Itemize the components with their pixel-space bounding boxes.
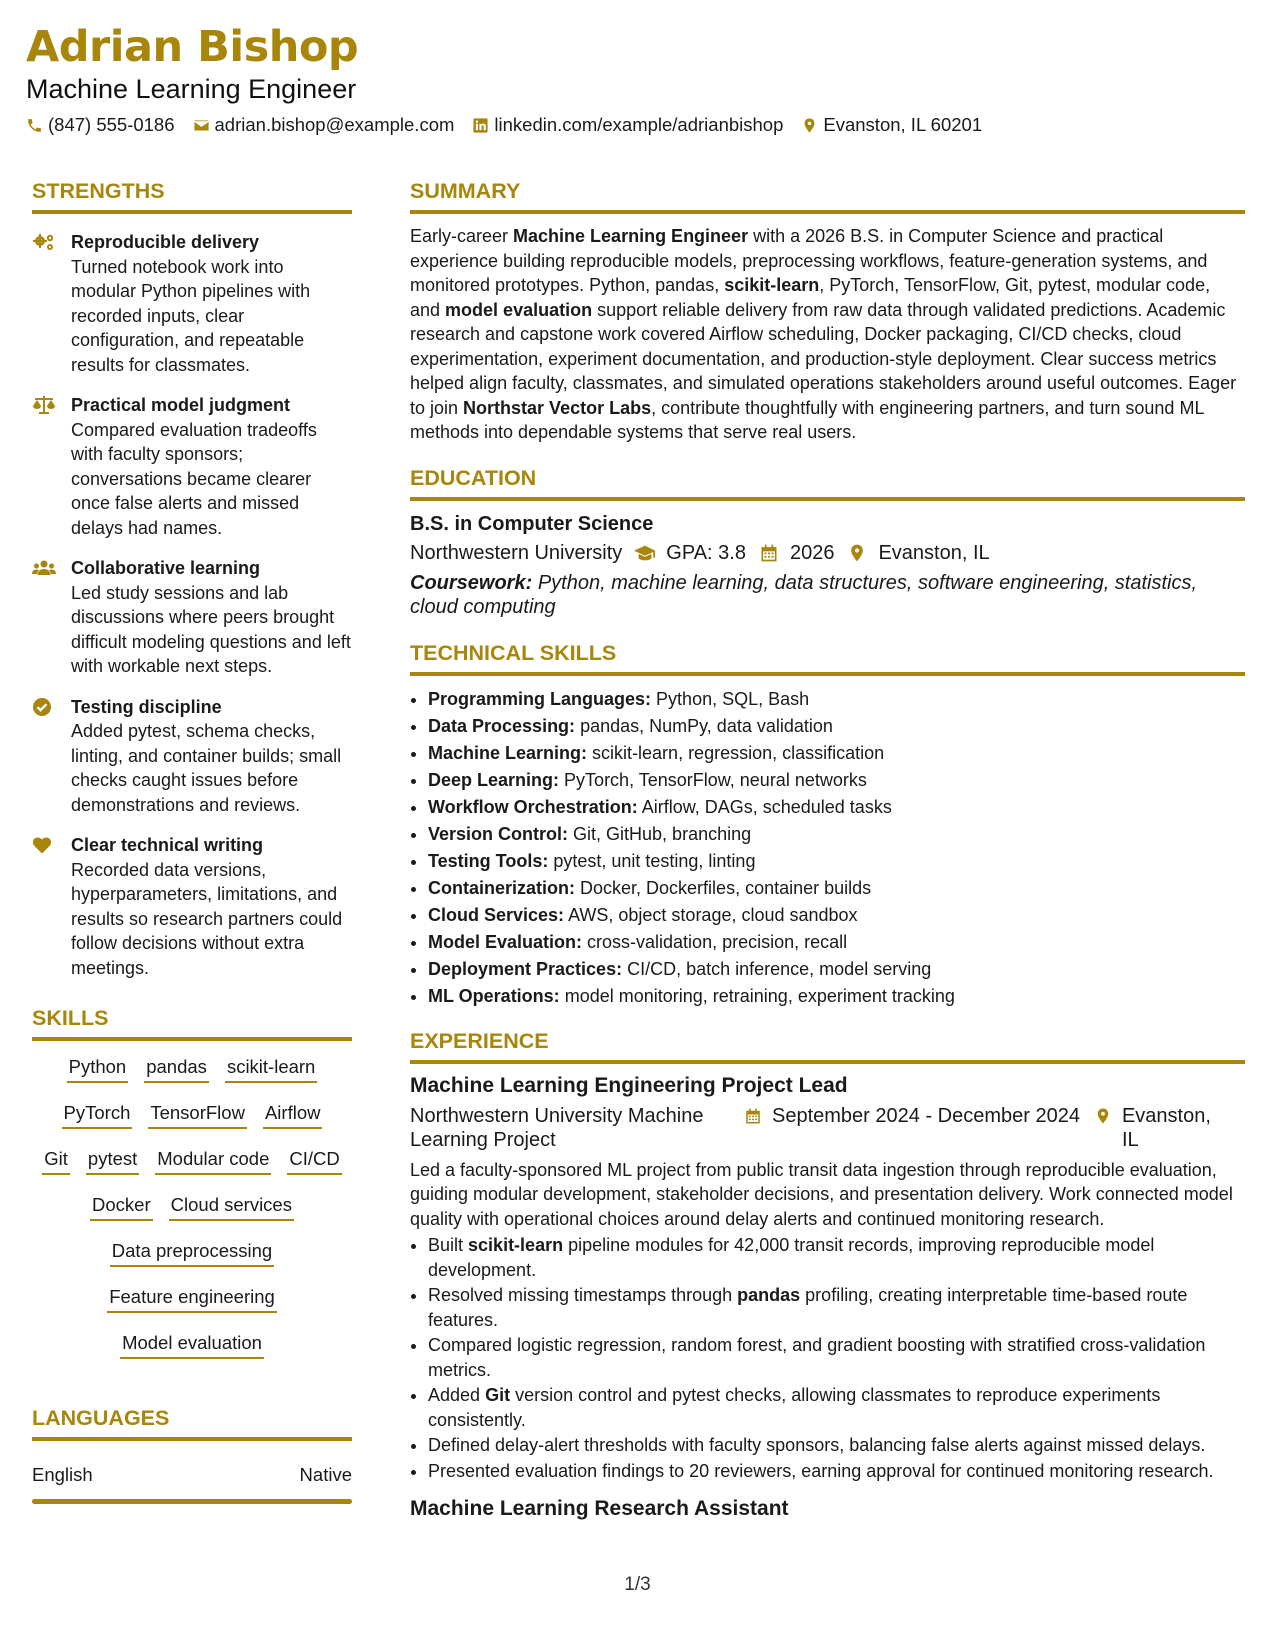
list-item — [428, 1433, 1245, 1458]
skill-values: Python, SQL, Bash — [656, 688, 810, 709]
section-divider — [32, 1437, 352, 1441]
list-item — [428, 686, 1245, 713]
envelope-icon — [193, 117, 210, 134]
education-heading: EDUCATION — [410, 465, 537, 490]
job-organization: Northwestern University Machine Learning Project — [410, 1104, 704, 1151]
skill-chip: Git — [42, 1149, 70, 1175]
left-column — [32, 176, 352, 1504]
education-section — [410, 463, 1245, 620]
skill-category: Programming Languages: — [428, 688, 652, 709]
experience-heading: EXPERIENCE — [410, 1028, 549, 1053]
section-divider — [410, 497, 1245, 501]
job-dates — [744, 1104, 1080, 1152]
list-item — [428, 794, 1245, 821]
coursework — [410, 571, 1245, 620]
list-item — [428, 875, 1245, 902]
skill-values: pandas, NumPy, data validation — [580, 715, 833, 736]
strength-text: Recorded data versions, hyperparameters, limitations, and results so research partners could follow decisions without extra meetings. — [71, 859, 343, 978]
school-name: Northwestern University — [410, 541, 623, 564]
text-run: , contribute thoughtfully with engineering partners, and turn sound ML methods into dependable systems that serve real users. — [410, 397, 1204, 442]
skill-category: Model Evaluation: — [428, 931, 583, 952]
list-item — [428, 1459, 1245, 1484]
strength-text: Added pytest, schema checks, linting, and container builds; small checks caught issues before demonstrations and reviews. — [71, 721, 342, 815]
emphasis-text: scikit-learn — [468, 1235, 564, 1255]
skill-values: CI/CD, batch inference, model serving — [627, 958, 932, 979]
strength-title: Testing discipline — [71, 696, 222, 717]
summary-text — [410, 224, 1245, 445]
skill-values: Airflow, DAGs, scheduled tasks — [641, 796, 892, 817]
strength-item — [32, 230, 352, 377]
contact-phone[interactable] — [26, 114, 175, 136]
contact-bar — [26, 114, 1000, 136]
text-run: Presented evaluation findings to 20 reviewers, earning approval for continued monitoring research. — [428, 1460, 1214, 1481]
skill-chip: pandas — [144, 1057, 209, 1083]
list-item — [428, 740, 1245, 767]
graduation-cap-icon — [634, 543, 656, 563]
job-bullet-list — [410, 1233, 1245, 1483]
skill-category: Containerization: — [428, 877, 575, 898]
list-item — [428, 848, 1245, 875]
section-divider — [410, 210, 1245, 214]
list-item — [428, 713, 1245, 740]
section-divider — [32, 210, 352, 214]
skill-chip: pytest — [86, 1149, 139, 1175]
skill-values: model monitoring, retraining, experiment tracking — [564, 985, 955, 1006]
map-pin-icon — [846, 543, 868, 563]
coursework-list: Python, machine learning, data structures, software engineering, statistics, cloud computing — [410, 571, 1198, 618]
text-run: Built — [428, 1235, 469, 1255]
skill-category: Cloud Services: — [428, 904, 565, 925]
strength-text: Compared evaluation tradeoffs with faculty sponsors; conversations became clearer once false alerts and missed delays had names. — [71, 419, 317, 538]
text-run: pipeline modules for 42,000 transit records, improving reproducible model development. — [428, 1235, 1155, 1280]
languages-heading: LANGUAGES — [32, 1406, 170, 1430]
location-text: Evanston, IL 60201 — [823, 114, 983, 135]
text-run: with a 2026 B.S. in Computer Science and practical experience building reproducible models, preprocessing workflows, feature-generation systems, and monitored prototypes. Python, pandas, — [410, 226, 1208, 295]
emphasis-text: pandas — [737, 1285, 801, 1305]
skills-section — [32, 1003, 352, 1379]
scale-icon — [32, 395, 56, 415]
candidate-name: Adrian Bishop — [26, 22, 359, 72]
degree-title: B.S. in Computer Science — [410, 512, 654, 535]
gpa-group — [634, 542, 746, 565]
education-location: Evanston, IL — [878, 541, 990, 564]
skill-chip: Model evaluation — [120, 1333, 264, 1359]
job-title: Machine Learning Engineering Project Lead — [410, 1073, 848, 1097]
strength-title: Practical model judgment — [71, 395, 291, 415]
job-date-range: September 2024 - December 2024 — [772, 1104, 1080, 1127]
language-name: English — [32, 1464, 93, 1485]
skill-chip: Python — [67, 1057, 129, 1083]
edu-location-group — [846, 542, 989, 565]
experience-section — [410, 1026, 1245, 1522]
skill-category: Version Control: — [428, 823, 569, 844]
section-divider — [410, 672, 1245, 676]
skill-values: scikit-learn, regression, classification — [592, 742, 885, 763]
skill-category: Testing Tools: — [428, 850, 549, 871]
text-run: Resolved missing timestamps through — [428, 1285, 738, 1305]
job-title: Machine Learning Research Assistant — [410, 1497, 789, 1520]
list-item — [428, 1333, 1245, 1382]
coursework-label: Coursework: — [410, 571, 533, 594]
skill-values: PyTorch, TensorFlow, neural networks — [564, 769, 867, 790]
map-pin-icon — [1094, 1106, 1112, 1126]
skill-chip: Modular code — [155, 1149, 271, 1175]
phone-icon — [26, 117, 43, 134]
skill-chip: Feature engineering — [107, 1287, 277, 1313]
emphasis-text: Machine Learning Engineer — [513, 226, 749, 246]
skill-values: Git, GitHub, branching — [573, 823, 752, 844]
languages-section — [32, 1403, 352, 1504]
strength-text: Led study sessions and lab discussions where peers brought difficult modeling questions and left with workable next steps. — [71, 582, 351, 676]
phone-text: (847) 555-0186 — [48, 114, 175, 135]
map-pin-icon — [801, 117, 818, 134]
job-location-text: Evanston, IL — [1121, 1104, 1211, 1151]
contact-location — [801, 114, 982, 136]
skill-category: Data Processing: — [428, 715, 576, 736]
text-run: , PyTorch, TensorFlow, Git, pytest, modular code, and — [410, 275, 1211, 320]
gears-icon — [32, 232, 56, 252]
language-level: Native — [299, 1464, 352, 1485]
skill-category: Workflow Orchestration: — [428, 796, 638, 817]
skill-chip: PyTorch — [62, 1103, 133, 1129]
skill-category: Deep Learning: — [428, 769, 560, 790]
skill-chip: CI/CD — [287, 1149, 341, 1175]
heart-icon — [32, 835, 56, 855]
text-run: support reliable delivery from raw data through validated predictions. Academic research and capstone work covered Airflow scheduling, Docker packaging, CI/CD checks, cloud experimentation, experiment documentation, and production-style deployment. Clear success metrics helped align faculty, classmates, and simulated operations stakeholders around useful outcomes. Eager to join — [410, 299, 1237, 418]
technical-skills-section — [410, 638, 1245, 1010]
list-item — [428, 821, 1245, 848]
list-item — [428, 929, 1245, 956]
skill-values: cross-validation, precision, recall — [587, 931, 848, 952]
skill-category: Machine Learning: — [428, 742, 588, 763]
skill-chip: scikit-learn — [225, 1057, 317, 1083]
skill-chip: TensorFlow — [148, 1103, 247, 1129]
check-circle-icon — [32, 697, 56, 717]
text-run: version control and pytest checks, allowing classmates to reproduce experiments consistently. — [428, 1385, 1161, 1430]
job-description: Led a faculty-sponsored ML project from public transit data ingestion through reproducible evaluation, guiding modular development, stakeholder decisions, and presentation delivery. Work connected model quality with operational choices around delay alerts and continued monitoring research. — [410, 1159, 1233, 1229]
strength-item — [32, 393, 352, 540]
strength-text: Turned notebook work into modular Python pipelines with recorded inputs, clear configuration, and repeatable results for classmates. — [71, 256, 311, 375]
emphasis-text: Northstar Vector Labs — [463, 397, 652, 418]
emphasis-text: Git — [485, 1385, 511, 1405]
list-item — [428, 1283, 1245, 1332]
text-run: Defined delay-alert thresholds with faculty sponsors, balancing false alerts against missed delays. — [428, 1435, 1206, 1455]
summary-heading: SUMMARY — [410, 179, 521, 203]
job-location — [1094, 1104, 1214, 1152]
skill-chip-list — [32, 1057, 352, 1379]
language-proficiency-bar — [32, 1499, 352, 1504]
text-run: Added — [428, 1385, 486, 1405]
skill-values: Docker, Dockerfiles, container builds — [580, 877, 872, 898]
list-item — [428, 1383, 1245, 1432]
skill-chip: Data preprocessing — [110, 1241, 274, 1267]
list-item — [428, 902, 1245, 929]
skill-values: AWS, object storage, cloud sandbox — [568, 904, 858, 925]
strength-item — [32, 833, 352, 980]
language-row — [32, 1464, 352, 1486]
skill-chip: Docker — [90, 1195, 153, 1221]
strength-item — [32, 556, 352, 679]
right-column — [410, 176, 1245, 1521]
list-item — [428, 983, 1245, 1010]
skill-values: pytest, unit testing, linting — [553, 850, 756, 871]
calendar-icon — [744, 1107, 762, 1125]
text-run: profiling, creating interpretable time-based route features. — [428, 1285, 1188, 1330]
section-divider — [32, 1037, 352, 1041]
list-item — [428, 1233, 1245, 1282]
strength-item — [32, 695, 352, 818]
skills-heading: SKILLS — [32, 1006, 109, 1030]
strength-title: Clear technical writing — [71, 835, 264, 855]
linkedin-icon — [472, 117, 489, 134]
list-item — [428, 767, 1245, 794]
graduation-year: 2026 — [789, 541, 835, 564]
candidate-role: Machine Learning Engineer — [26, 74, 357, 104]
strengths-section — [32, 176, 352, 980]
strength-title: Reproducible delivery — [71, 232, 260, 252]
education-meta — [410, 542, 1245, 565]
gpa-text: GPA: 3.8 — [666, 541, 746, 564]
summary-section — [410, 176, 1245, 445]
technical-skills-heading: TECHNICAL SKILLS — [410, 640, 617, 665]
strengths-heading: STRENGTHS — [32, 179, 165, 203]
contact-email[interactable] — [193, 114, 455, 136]
text-run: Early-career — [410, 226, 514, 246]
skill-chip: Airflow — [263, 1103, 323, 1129]
calendar-icon — [758, 543, 780, 563]
emphasis-text: scikit-learn — [724, 275, 820, 295]
list-item — [428, 956, 1245, 983]
skill-chip: Cloud services — [169, 1195, 294, 1221]
text-run: Compared logistic regression, random forest, and gradient boosting with stratified cross-validation metrics. — [428, 1335, 1206, 1380]
strength-title: Collaborative learning — [71, 558, 261, 578]
users-icon — [32, 558, 56, 578]
linkedin-text: linkedin.com/example/adrianbishop — [494, 114, 784, 135]
year-group — [758, 542, 835, 565]
skill-category: ML Operations: — [428, 985, 560, 1006]
technical-skills-list — [410, 686, 1245, 1010]
emphasis-text: model evaluation — [445, 299, 593, 320]
skill-category: Deployment Practices: — [428, 958, 623, 979]
email-text: adrian.bishop@example.com — [214, 114, 455, 135]
page-number: 1/3 — [624, 1574, 651, 1595]
section-divider — [410, 1060, 1245, 1064]
contact-linkedin[interactable] — [472, 114, 783, 136]
job-meta — [410, 1104, 1245, 1152]
